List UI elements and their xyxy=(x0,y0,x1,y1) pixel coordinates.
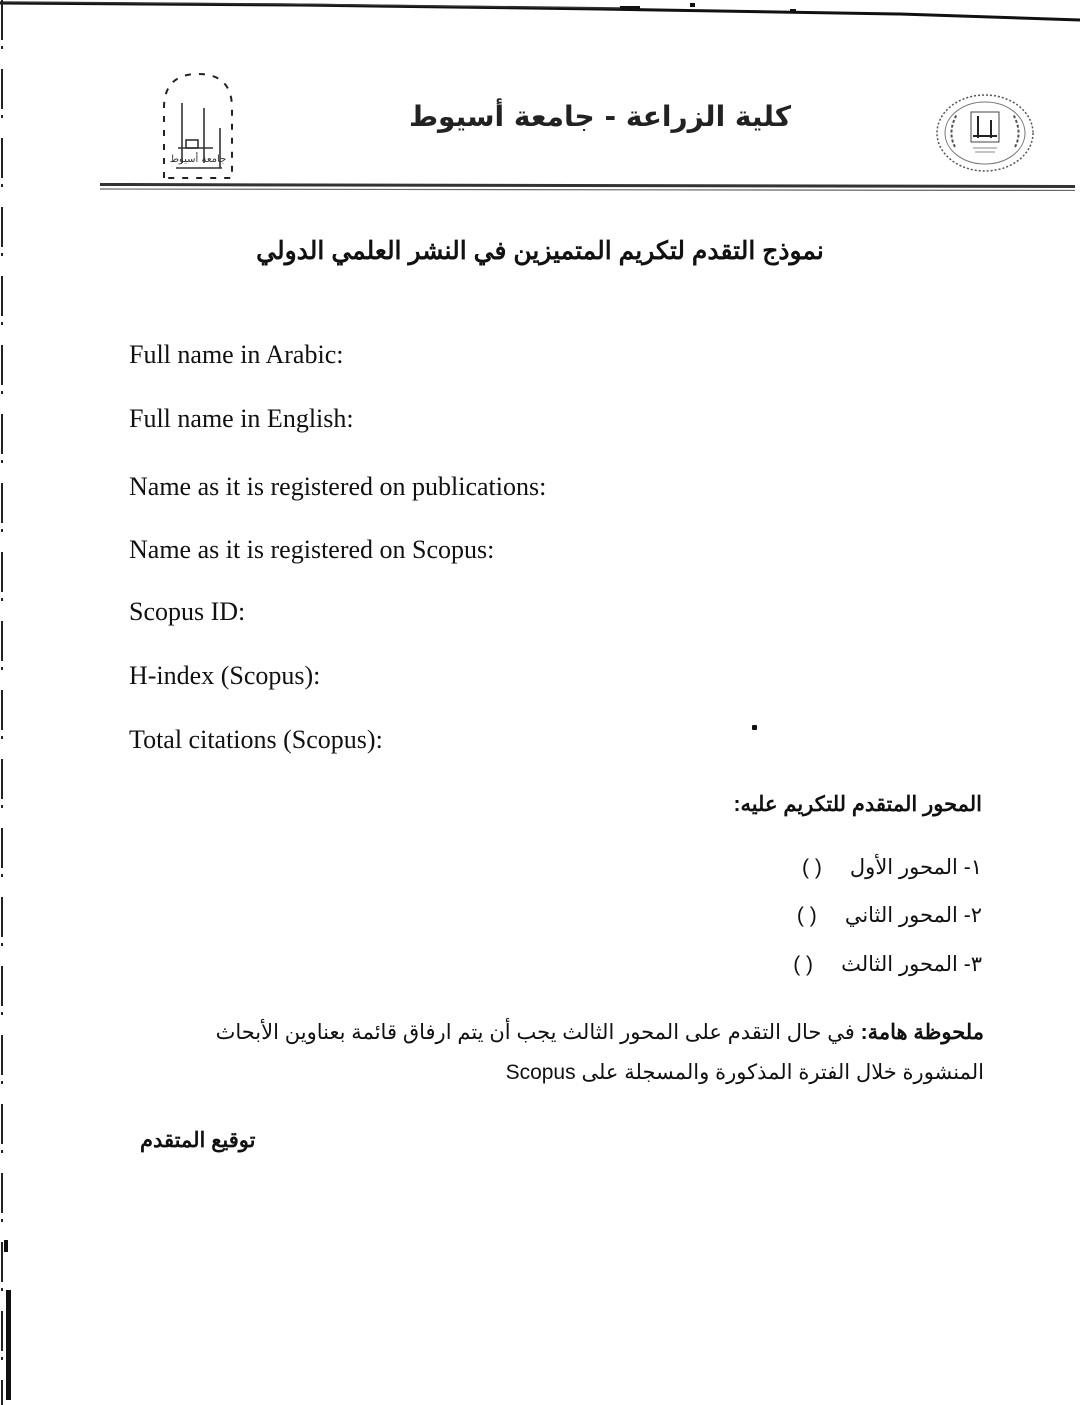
note-prefix: ملحوظة هامة: xyxy=(860,1021,984,1044)
axis-option-3[interactable] xyxy=(773,952,982,977)
faculty-seal-icon xyxy=(933,92,1038,174)
axis-option-label: ١- المحور الأول xyxy=(849,856,982,879)
field-full-name-english[interactable]: Full name in English: xyxy=(129,404,354,433)
university-logo-icon xyxy=(158,68,238,180)
faculty-university-title: كلية الزراعة - جامعة أسيوط xyxy=(408,100,792,133)
axis-heading: المحور المتقدم للتكريم عليه: xyxy=(733,793,982,816)
stray-mark xyxy=(752,725,757,730)
important-note xyxy=(104,1012,984,1054)
form-title: نموذج التقدم لتكريم المتميزين في النشر العلمي الدولي xyxy=(256,237,824,265)
svg-text:جامعة أسيوط: جامعة أسيوط xyxy=(169,154,227,165)
page-left-edge xyxy=(0,0,12,1405)
field-h-index[interactable]: H-index (Scopus): xyxy=(129,661,321,690)
field-name-on-publications[interactable]: Name as it is registered on publications: xyxy=(129,472,547,501)
axis-option-label: ٣- المحور الثالث xyxy=(841,953,982,976)
axis-option-2[interactable] xyxy=(777,903,982,928)
field-scopus-id[interactable]: Scopus ID: xyxy=(129,597,246,626)
axis-option-1[interactable] xyxy=(782,855,982,880)
field-name-on-scopus[interactable]: Name as it is registered on Scopus: xyxy=(129,535,495,564)
field-full-name-arabic[interactable]: Full name in Arabic: xyxy=(129,340,344,369)
applicant-signature-label: توقيع المتقدم xyxy=(140,1129,256,1152)
note-line-2: المنشورة خلال الفترة المذكورة والمسجلة على Scopus xyxy=(505,1061,984,1084)
axis-option-label: ٢- المحور الثاني xyxy=(844,904,982,927)
field-total-citations[interactable]: Total citations (Scopus): xyxy=(129,725,383,754)
axis-option-checkbox[interactable]: ( ) xyxy=(793,952,814,976)
note-line-1: في حال التقدم على المحور الثالث يجب أن يتم ارفاق قائمة بعناوين الأبحاث xyxy=(215,1021,861,1044)
axis-option-checkbox[interactable]: ( ) xyxy=(802,855,822,879)
axis-option-checkbox[interactable]: ( ) xyxy=(796,903,817,927)
header-divider xyxy=(100,183,1075,191)
letterhead xyxy=(100,60,1075,195)
scan-edge-artifact xyxy=(0,0,1080,24)
